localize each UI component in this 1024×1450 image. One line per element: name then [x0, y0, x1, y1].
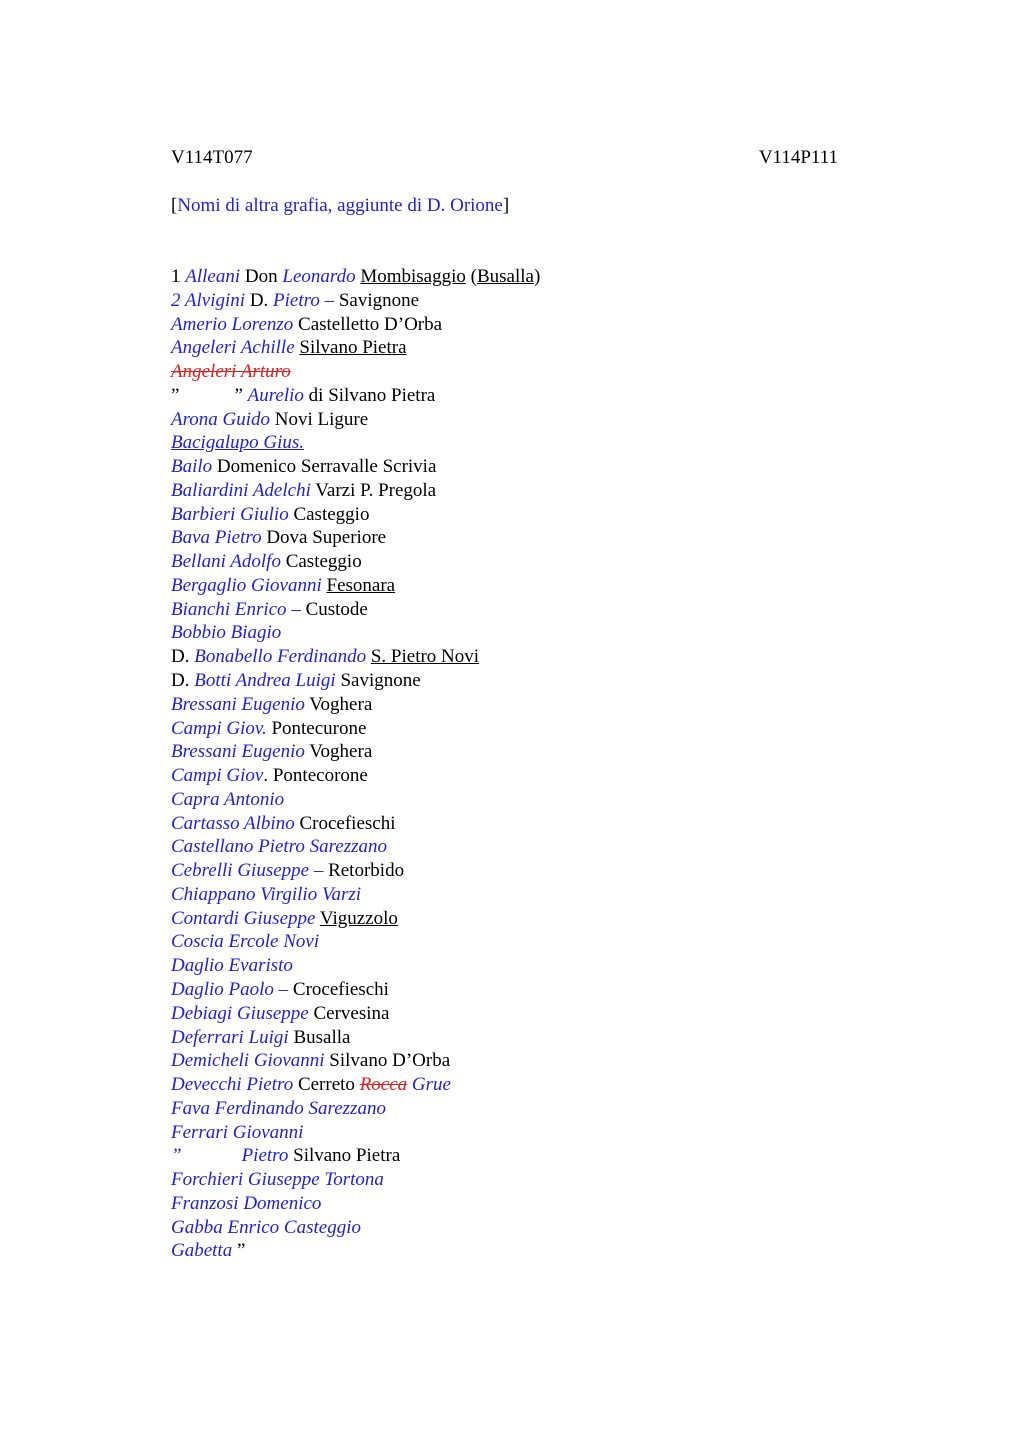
- list-item-segment: Silvano Pietra: [299, 337, 407, 359]
- list-item-segment: Crocefieschi: [294, 812, 396, 834]
- list-item-segment: Grue: [407, 1074, 451, 1096]
- list-item-segment: Varzi P. Pregola: [310, 479, 437, 501]
- list-item: [171, 479, 871, 503]
- list-item-segment: Daglio Paolo: [171, 978, 274, 1000]
- list-item-segment: ”: [232, 1240, 246, 1262]
- list-item-segment: Bacigalupo Gius.: [171, 432, 304, 454]
- list-item: [171, 265, 871, 289]
- list-item: [171, 503, 871, 527]
- list-item-segment: Cebrelli Giuseppe: [171, 860, 310, 882]
- list-item-segment: Bava Pietro: [171, 527, 262, 549]
- list-item-segment: Angeleri Arturo: [171, 361, 291, 383]
- list-item-segment: Castelletto D’Orba: [293, 313, 443, 335]
- list-item: [171, 289, 871, 313]
- list-item-segment: Bressani Eugenio: [171, 741, 305, 763]
- list-item: [171, 835, 871, 859]
- list-item-segment: Savignone: [338, 289, 420, 311]
- list-item-segment: Ferrari Giovanni: [171, 1121, 304, 1143]
- list-item: [171, 930, 871, 954]
- list-item-segment: . Pontecorone: [263, 765, 368, 787]
- intro-open-bracket: [: [171, 195, 178, 216]
- list-item: [171, 431, 871, 455]
- list-item-segment: Bailo: [171, 456, 213, 478]
- list-item-segment: Amerio Lorenzo: [171, 313, 294, 335]
- list-item-segment: Debiagi Giuseppe: [171, 1002, 309, 1024]
- list-item-segment: 2 Alvigini: [171, 289, 246, 311]
- list-item-segment: Dova Superiore: [261, 527, 387, 549]
- list-item-segment: Angeleri Achille: [171, 337, 295, 359]
- list-item-segment: Deferrari Luigi: [171, 1026, 289, 1048]
- list-item: [171, 717, 871, 741]
- list-item: [171, 669, 871, 693]
- list-item: [171, 1073, 871, 1097]
- list-item-segment: ”: [234, 384, 248, 406]
- list-item: [171, 550, 871, 574]
- list-item: [171, 313, 871, 337]
- list-item: [171, 574, 871, 598]
- list-item-segment: Domenico Serravalle Scrivia: [212, 456, 437, 478]
- list-item-segment: Rocca: [359, 1074, 408, 1096]
- intro-close-bracket: ]: [502, 195, 510, 216]
- names-list: [171, 265, 871, 1263]
- list-item: [171, 907, 871, 931]
- list-item-segment: Baliardini Adelchi: [171, 479, 311, 501]
- list-item-segment: Botti Andrea Luigi: [194, 670, 336, 692]
- list-item: [171, 812, 871, 836]
- list-item: [171, 408, 871, 432]
- list-item-segment: D.: [171, 646, 195, 668]
- list-item: [171, 1168, 871, 1192]
- list-item: [171, 788, 871, 812]
- list-item-segment: Arona Guido: [171, 408, 271, 430]
- list-item-segment: ”: [171, 1145, 182, 1167]
- list-item-segment: Bobbio Biagio: [171, 622, 282, 644]
- list-item-segment: S. Pietro Novi: [370, 646, 480, 668]
- list-item-segment: Silvano D’Orba: [324, 1050, 451, 1072]
- list-item: [171, 1216, 871, 1240]
- list-item-segment: Demicheli Giovanni: [171, 1050, 325, 1072]
- list-item-segment: Campi Giov: [171, 765, 264, 787]
- list-item-segment: Novi Ligure: [270, 408, 369, 430]
- list-item: [171, 1144, 871, 1168]
- list-item-segment: Campi Giov.: [171, 717, 267, 739]
- list-item-segment: di Silvano Pietra: [303, 384, 436, 406]
- list-item: [171, 360, 871, 384]
- list-item: [171, 621, 871, 645]
- list-item-segment: Busalla: [476, 266, 534, 287]
- list-item-segment: Gabba Enrico Casteggio: [171, 1216, 361, 1238]
- list-item-segment: Retorbido: [328, 860, 405, 882]
- list-item-segment: Coscia Ercole Novi: [171, 931, 320, 953]
- list-item-segment: ”: [171, 384, 180, 406]
- list-item: [171, 859, 871, 883]
- list-item-segment: Busalla: [288, 1026, 351, 1048]
- list-item-segment: Castellano Pietro Sarezzano: [171, 836, 388, 858]
- list-item: [171, 740, 871, 764]
- list-item-segment: Bergaglio Giovanni: [171, 574, 322, 596]
- list-item-segment: Bianchi Enrico: [171, 598, 287, 620]
- list-item-segment: Cartasso Albino: [171, 812, 295, 834]
- list-item: [171, 954, 871, 978]
- header-right-code: V114P111: [758, 147, 838, 168]
- list-item-segment: Franzosi Domenico: [171, 1192, 322, 1214]
- list-item-segment: D.: [245, 289, 274, 311]
- list-item-segment: Gabetta: [171, 1240, 233, 1262]
- list-item-segment: (: [465, 266, 477, 287]
- list-item: [171, 693, 871, 717]
- list-item-segment: Cerreto: [293, 1074, 360, 1096]
- list-item-segment: Casteggio: [288, 503, 370, 525]
- list-item-segment: Pietro: [241, 1145, 289, 1167]
- list-item: [171, 526, 871, 550]
- list-item-segment: Voghera: [304, 693, 373, 715]
- list-item-segment: Casteggio: [280, 551, 362, 573]
- list-item-segment: –: [286, 598, 306, 620]
- list-item-segment: Capra Antonio: [171, 788, 285, 810]
- list-item-segment: –: [273, 978, 293, 1000]
- list-item-segment: Custode: [305, 598, 368, 620]
- list-item: [171, 645, 871, 669]
- list-item: [171, 598, 871, 622]
- list-item: [171, 1121, 871, 1145]
- list-item: [171, 1026, 871, 1050]
- list-item-segment: Chiappano Virgilio Varzi: [171, 883, 362, 905]
- list-item: [171, 1049, 871, 1073]
- list-item-segment: Fava Ferdinando Sarezzano: [171, 1097, 386, 1119]
- list-item-segment: Voghera: [304, 741, 373, 763]
- list-item-segment: –: [309, 860, 329, 882]
- list-item: [171, 336, 871, 360]
- list-item-segment: Alleani: [185, 266, 241, 287]
- list-item-segment: Bonabello Ferdinando: [194, 646, 367, 668]
- list-item: [171, 455, 871, 479]
- list-item: [171, 1002, 871, 1026]
- list-item: [171, 1239, 871, 1263]
- list-item-segment: ): [533, 266, 541, 287]
- list-item-segment: –: [319, 289, 339, 311]
- list-item-segment: Leonardo: [282, 266, 356, 287]
- header-left-code: V114T077: [171, 147, 253, 168]
- list-item-segment: Barbieri Giulio: [171, 503, 289, 525]
- list-item-segment: D.: [171, 670, 195, 692]
- list-item-segment: Devecchi Pietro: [171, 1074, 294, 1096]
- list-item-segment: Fesonara: [326, 574, 396, 596]
- list-item-segment: Forchieri Giuseppe Tortona: [171, 1169, 384, 1191]
- list-item-segment: Contardi Giuseppe: [171, 907, 316, 929]
- list-item: [171, 1192, 871, 1216]
- list-item-segment: Aurelio: [247, 384, 304, 406]
- list-item: [171, 1097, 871, 1121]
- list-item-segment: Bellani Adolfo: [171, 551, 281, 573]
- list-item-segment: Pontecurone: [266, 717, 367, 739]
- list-item-segment: Pietro: [273, 289, 320, 311]
- intro-text: Nomi di altra grafia, aggiunte di D. Orione: [177, 195, 503, 216]
- list-item: [171, 883, 871, 907]
- intro-note: [171, 194, 509, 218]
- list-item: [171, 764, 871, 788]
- list-item: [171, 384, 871, 408]
- list-item-segment: Don: [240, 266, 283, 287]
- list-item: [171, 978, 871, 1002]
- list-item-segment: Daglio Evaristo: [171, 955, 293, 977]
- list-item-segment: Silvano Pietra: [288, 1145, 401, 1167]
- list-item-segment: Mombisaggio: [360, 266, 466, 287]
- list-item-segment: Cervesina: [308, 1002, 390, 1024]
- list-item-segment: Crocefieschi: [292, 978, 389, 1000]
- list-item-segment: Viguzzolo: [319, 907, 398, 929]
- list-item-segment: Bressani Eugenio: [171, 693, 305, 715]
- list-item-segment: Savignone: [335, 670, 421, 692]
- list-item-segment: 1: [171, 266, 186, 287]
